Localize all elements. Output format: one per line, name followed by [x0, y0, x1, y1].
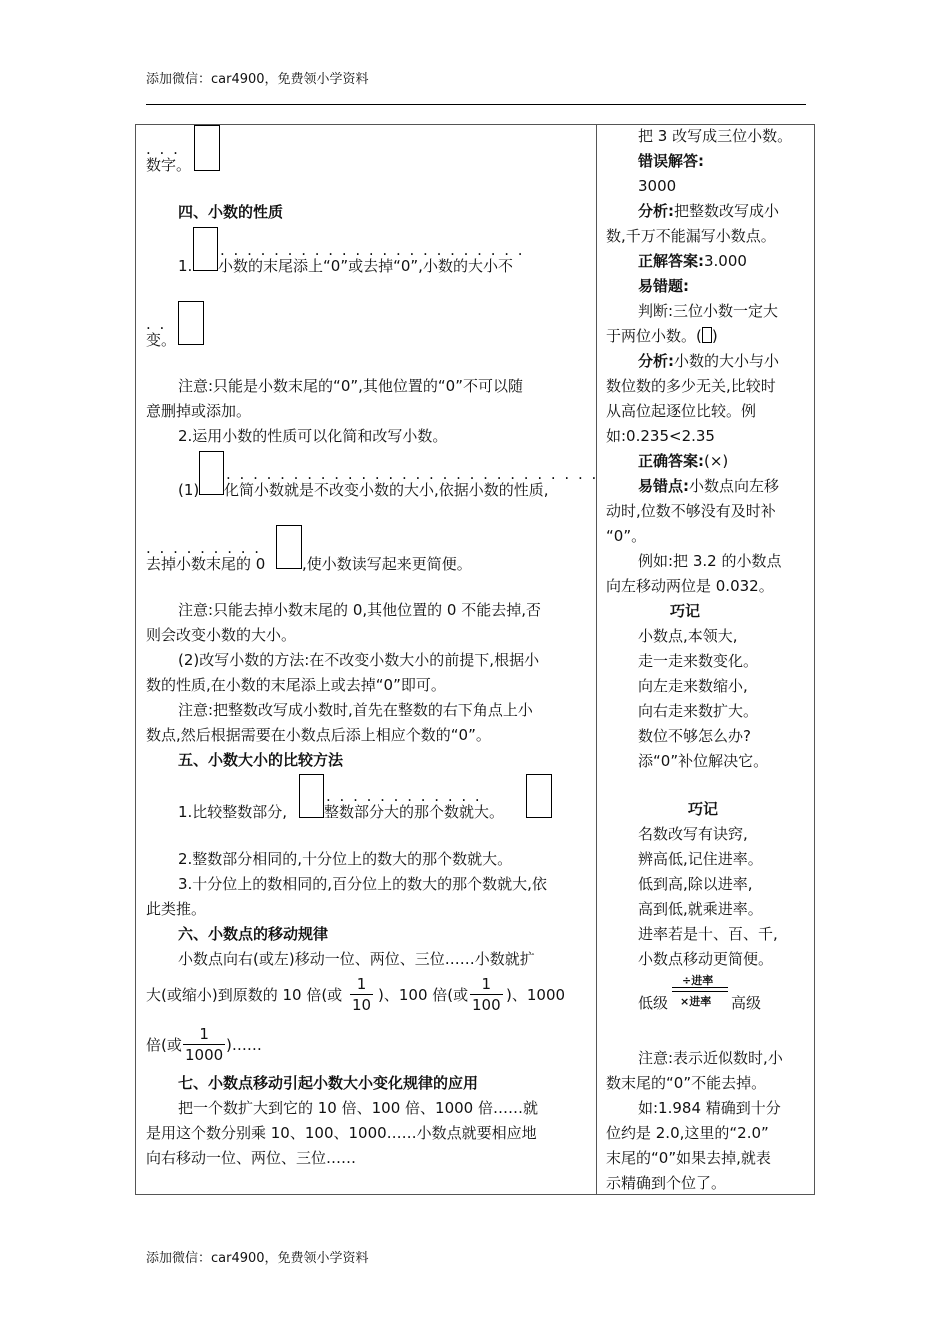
text-span: )	[711, 327, 718, 345]
text-line: )、100 倍(或	[378, 986, 469, 1004]
text-line: 数,千万不能漏写小数点。	[606, 227, 776, 245]
header-rule	[146, 104, 806, 105]
blank-box	[299, 774, 324, 818]
fraction-denominator: 1000	[185, 1046, 224, 1064]
label-error-point: 易错点:	[638, 477, 689, 495]
text-line: 位约是 2.0,这里的“2.0”	[606, 1124, 769, 1142]
text-line: 小数点,本领大,	[638, 627, 738, 645]
emphasis-dots: . .	[146, 315, 167, 333]
blank-box	[276, 525, 302, 569]
page-header: 添加微信：car4900，免费领小学资料	[146, 72, 369, 87]
text-line: 末尾的“0”如果去掉,就表	[606, 1149, 771, 1167]
text-line: ,使小数读写起来更简便。	[302, 555, 472, 573]
arrow-line	[672, 987, 728, 988]
text-span: 小数点向左移	[689, 477, 780, 495]
fraction-numerator: 1	[470, 974, 503, 995]
page-footer: 添加微信：car4900，免费领小学资料	[146, 1251, 369, 1266]
text-span: 小数的大小与小	[674, 352, 780, 370]
text-span: 把整数改写成小	[674, 202, 780, 220]
mnemonic-title: 巧记	[688, 800, 719, 818]
text-line	[638, 251, 747, 271]
emphasis-dots: . . .	[146, 140, 180, 158]
text-line: 把 3 改写成三位小数。	[638, 127, 793, 145]
text-line: 数位数的多少无关,比较时	[606, 377, 776, 395]
text-line: 1.	[178, 257, 193, 275]
fraction-1-10	[350, 974, 373, 1015]
text-line: 低级	[638, 994, 669, 1012]
text-line: 向左走来数缩小,	[638, 677, 748, 695]
text-line	[638, 451, 728, 471]
text-line: )、1000	[506, 986, 566, 1004]
fraction-numerator: 1	[183, 1024, 225, 1045]
text-line: 高到低,就乘进率。	[638, 900, 763, 918]
text-line: 化简小数就是不改变小数的大小,依据小数的性质,	[224, 481, 549, 499]
blank-box	[193, 227, 218, 271]
mnemonic-title: 巧记	[670, 602, 701, 620]
text-line: 向右移动一位、两位、三位……	[146, 1149, 357, 1167]
label-correct-answer: 正确答案:	[638, 452, 704, 470]
text-line: 1.比较整数部分,	[178, 803, 288, 821]
text-line: 例如:把 3.2 的小数点	[638, 552, 782, 570]
text-line: 注意:只能去掉小数末尾的 0,其他位置的 0 不能去掉,否	[178, 601, 541, 619]
blank-box	[178, 301, 204, 345]
section-heading: 七、小数点移动引起小数大小变化规律的应用	[178, 1074, 479, 1092]
text-line: 注意:只能是小数末尾的“0”,其他位置的“0”不可以随	[178, 377, 523, 395]
text-line: 小数的末尾添上“0”或去掉“0”,小数的大小不	[218, 257, 513, 275]
text-line: 2.整数部分相同的,十分位上的数大的那个数就大。	[178, 850, 513, 868]
emphasis-dots: . . . . . . . . . . . .	[326, 787, 482, 805]
text-line: )……	[226, 1036, 262, 1054]
fraction-denominator: 100	[472, 996, 501, 1014]
text-line: 添“0”补位解决它。	[638, 752, 769, 770]
text-line: 动时,位数不够没有及时补	[606, 502, 776, 520]
text-line: 3000	[638, 177, 677, 195]
label-correct-answer: 正解答案:	[638, 252, 704, 270]
text-line: 向左移动两位是 0.032。	[606, 577, 774, 595]
text-line: (2)改写小数的方法:在不改变小数大小的前提下,根据小	[178, 651, 540, 669]
text-line: 高级	[731, 994, 762, 1012]
blank-box	[199, 451, 224, 495]
text-line: 大(或缩小)到原数的 10 倍(或	[146, 986, 343, 1004]
text-line	[638, 351, 779, 371]
text-line	[606, 326, 718, 346]
text-line: 3.十分位上的数相同的,百分位上的数大的那个数就大,依	[178, 875, 547, 893]
text-line: 数位不够怎么办?	[638, 727, 751, 745]
text-line: 名数改写有诀窍,	[638, 825, 748, 843]
section-heading: 四、小数的性质	[178, 203, 284, 221]
text-line: 从高位起逐位比较。例	[606, 402, 757, 420]
text-line: 去掉小数末尾的 0	[146, 555, 266, 573]
text-line: 数末尾的“0”不能去掉。	[606, 1074, 767, 1092]
text-line	[638, 476, 779, 496]
text-line: 进率若是十、百、千,	[638, 925, 778, 943]
text-line: 如:1.984 精确到十分	[638, 1099, 781, 1117]
text-line: 小数点向右(或左)移动一位、两位、三位……小数就扩	[178, 950, 535, 968]
label-analysis: 分析:	[638, 202, 674, 220]
text-line: 倍(或	[146, 1036, 182, 1054]
text-line: 小数点移动更简便。	[638, 950, 774, 968]
text-line: 数字。	[146, 156, 192, 174]
fraction-1-100	[470, 974, 503, 1015]
section-heading: 六、小数点的移动规律	[178, 925, 329, 943]
text-line: 辨高低,记住进率。	[638, 850, 763, 868]
text-line: 数点,然后根据需要在小数点后添上相应个数的“0”。	[146, 726, 491, 744]
blank-box	[526, 774, 552, 818]
text-line: 是用这个数分别乘 10、100、1000……小数点就要相应地	[146, 1124, 537, 1142]
blank-box	[194, 125, 220, 171]
text-line: 意删掉或添加。	[146, 402, 252, 420]
text-line: “0”。	[606, 527, 647, 545]
fraction-denominator: 10	[352, 996, 372, 1014]
text-line: 如:0.235<2.35	[606, 427, 715, 445]
text-line: 注意:把整数改写成小数时,首先在整数的右下角点上小	[178, 701, 533, 719]
text-line: 整数部分大的那个数就大。	[324, 803, 505, 821]
text-span: 于两位小数。(	[606, 327, 702, 345]
text-line: (1)	[178, 481, 200, 499]
label-error-prone: 易错题:	[638, 277, 689, 295]
emphasis-dots: . . . . . . . . . . . . . . . . . . . . . . .	[220, 241, 525, 259]
emphasis-dots: . . . . . . . . .	[146, 539, 262, 557]
text-line: 示精确到个位了。	[606, 1174, 727, 1192]
column-divider	[596, 124, 597, 1195]
text-line: 数的性质,在小数的末尾添上或去掉“0”即可。	[146, 676, 446, 694]
text-line: 此类推。	[146, 900, 207, 918]
text-line: 低到高,除以进率,	[638, 875, 753, 893]
section-heading: 五、小数大小的比较方法	[178, 751, 344, 769]
label-analysis: 分析:	[638, 352, 674, 370]
text-line: 2.运用小数的性质可以化简和改写小数。	[178, 427, 448, 445]
answer-blank	[702, 327, 712, 343]
fraction-1-1000	[183, 1024, 225, 1065]
fraction-numerator: 1	[350, 974, 373, 995]
text-span: 3.000	[704, 252, 747, 270]
emphasis-dots: . . . . . . . . . . . . . . . . . . . . . . . . . . . .	[226, 465, 599, 483]
text-line	[638, 201, 779, 221]
text-line: 则会改变小数的大小。	[146, 626, 297, 644]
text-line: 走一走来数变化。	[638, 652, 759, 670]
arrow-label-multiply: ×进率	[680, 995, 712, 1008]
label-wrong-answer: 错误解答:	[638, 152, 704, 170]
text-line: 把一个数扩大到它的 10 倍、100 倍、1000 倍……就	[178, 1099, 538, 1117]
arrow-line	[672, 991, 728, 992]
arrow-label-divide: ÷进率	[682, 974, 714, 987]
text-line: 向右走来数扩大。	[638, 702, 759, 720]
text-line: 变。	[146, 331, 177, 349]
text-span: (×)	[704, 452, 729, 470]
conversion-arrows	[672, 972, 728, 1012]
text-line: 判断:三位小数一定大	[638, 302, 779, 320]
text-line: 注意:表示近似数时,小	[638, 1049, 783, 1067]
